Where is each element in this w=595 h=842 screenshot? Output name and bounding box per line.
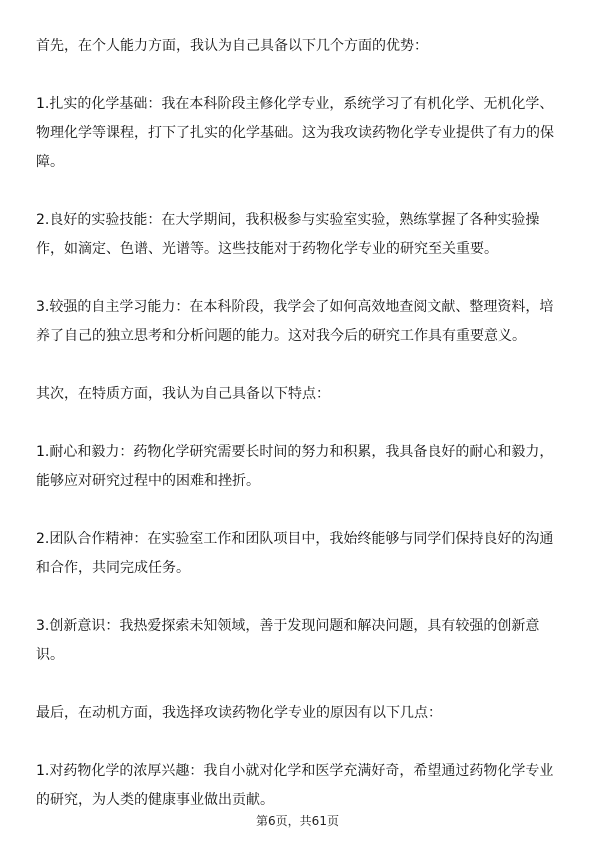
paragraph-self-learning: 3.较强的自主学习能力：在本科阶段，我学会了如何高效地查阅文献、整理资料，培养了自己的独立思考和分析问题的能力。这对我今后的研究工作具有重要意义。 (36, 299, 554, 344)
paragraph-chemistry-basis: 1.扎实的化学基础：我在本科阶段主修化学专业，系统学习了有机化学、无机化学、物理化学等课程，打下了扎实的化学基础。这为我攻读药物化学专业提供了有力的保障。 (36, 96, 554, 170)
paragraph-patience: 1.耐心和毅力：药物化学研究需要长时间的努力和积累，我具备良好的耐心和毅力，能够应对研究过程中的困难和挫折。 (36, 444, 554, 489)
paragraph-interest: 1.对药物化学的浓厚兴趣：我自小就对化学和医学充满好奇，希望通过药物化学专业的研究，为人类的健康事业做出贡献。 (36, 763, 554, 808)
paragraph-innovation: 3.创新意识：我热爱探索未知领域，善于发现问题和解决问题，具有较强的创新意识。 (36, 618, 540, 663)
page-number-footer: 第6页，共61页 (256, 814, 339, 828)
paragraph-intro-traits: 其次，在特质方面，我认为自己具备以下特点： (36, 386, 330, 402)
paragraph-teamwork: 2.团队合作精神：在实验室工作和团队项目中，我始终能够与同学们保持良好的沟通和合作，共同完成任务。 (36, 531, 554, 576)
paragraph-lab-skills: 2.良好的实验技能：在大学期间，我积极参与实验室实验，熟练掌握了各种实验操作，如滴定、色谱、光谱等。这些技能对于药物化学专业的研究至关重要。 (36, 212, 540, 257)
paragraph-intro-motivation: 最后，在动机方面，我选择攻读药物化学专业的原因有以下几点： (36, 705, 442, 721)
paragraph-intro-ability: 首先，在个人能力方面，我认为自己具备以下几个方面的优势： (36, 38, 428, 54)
